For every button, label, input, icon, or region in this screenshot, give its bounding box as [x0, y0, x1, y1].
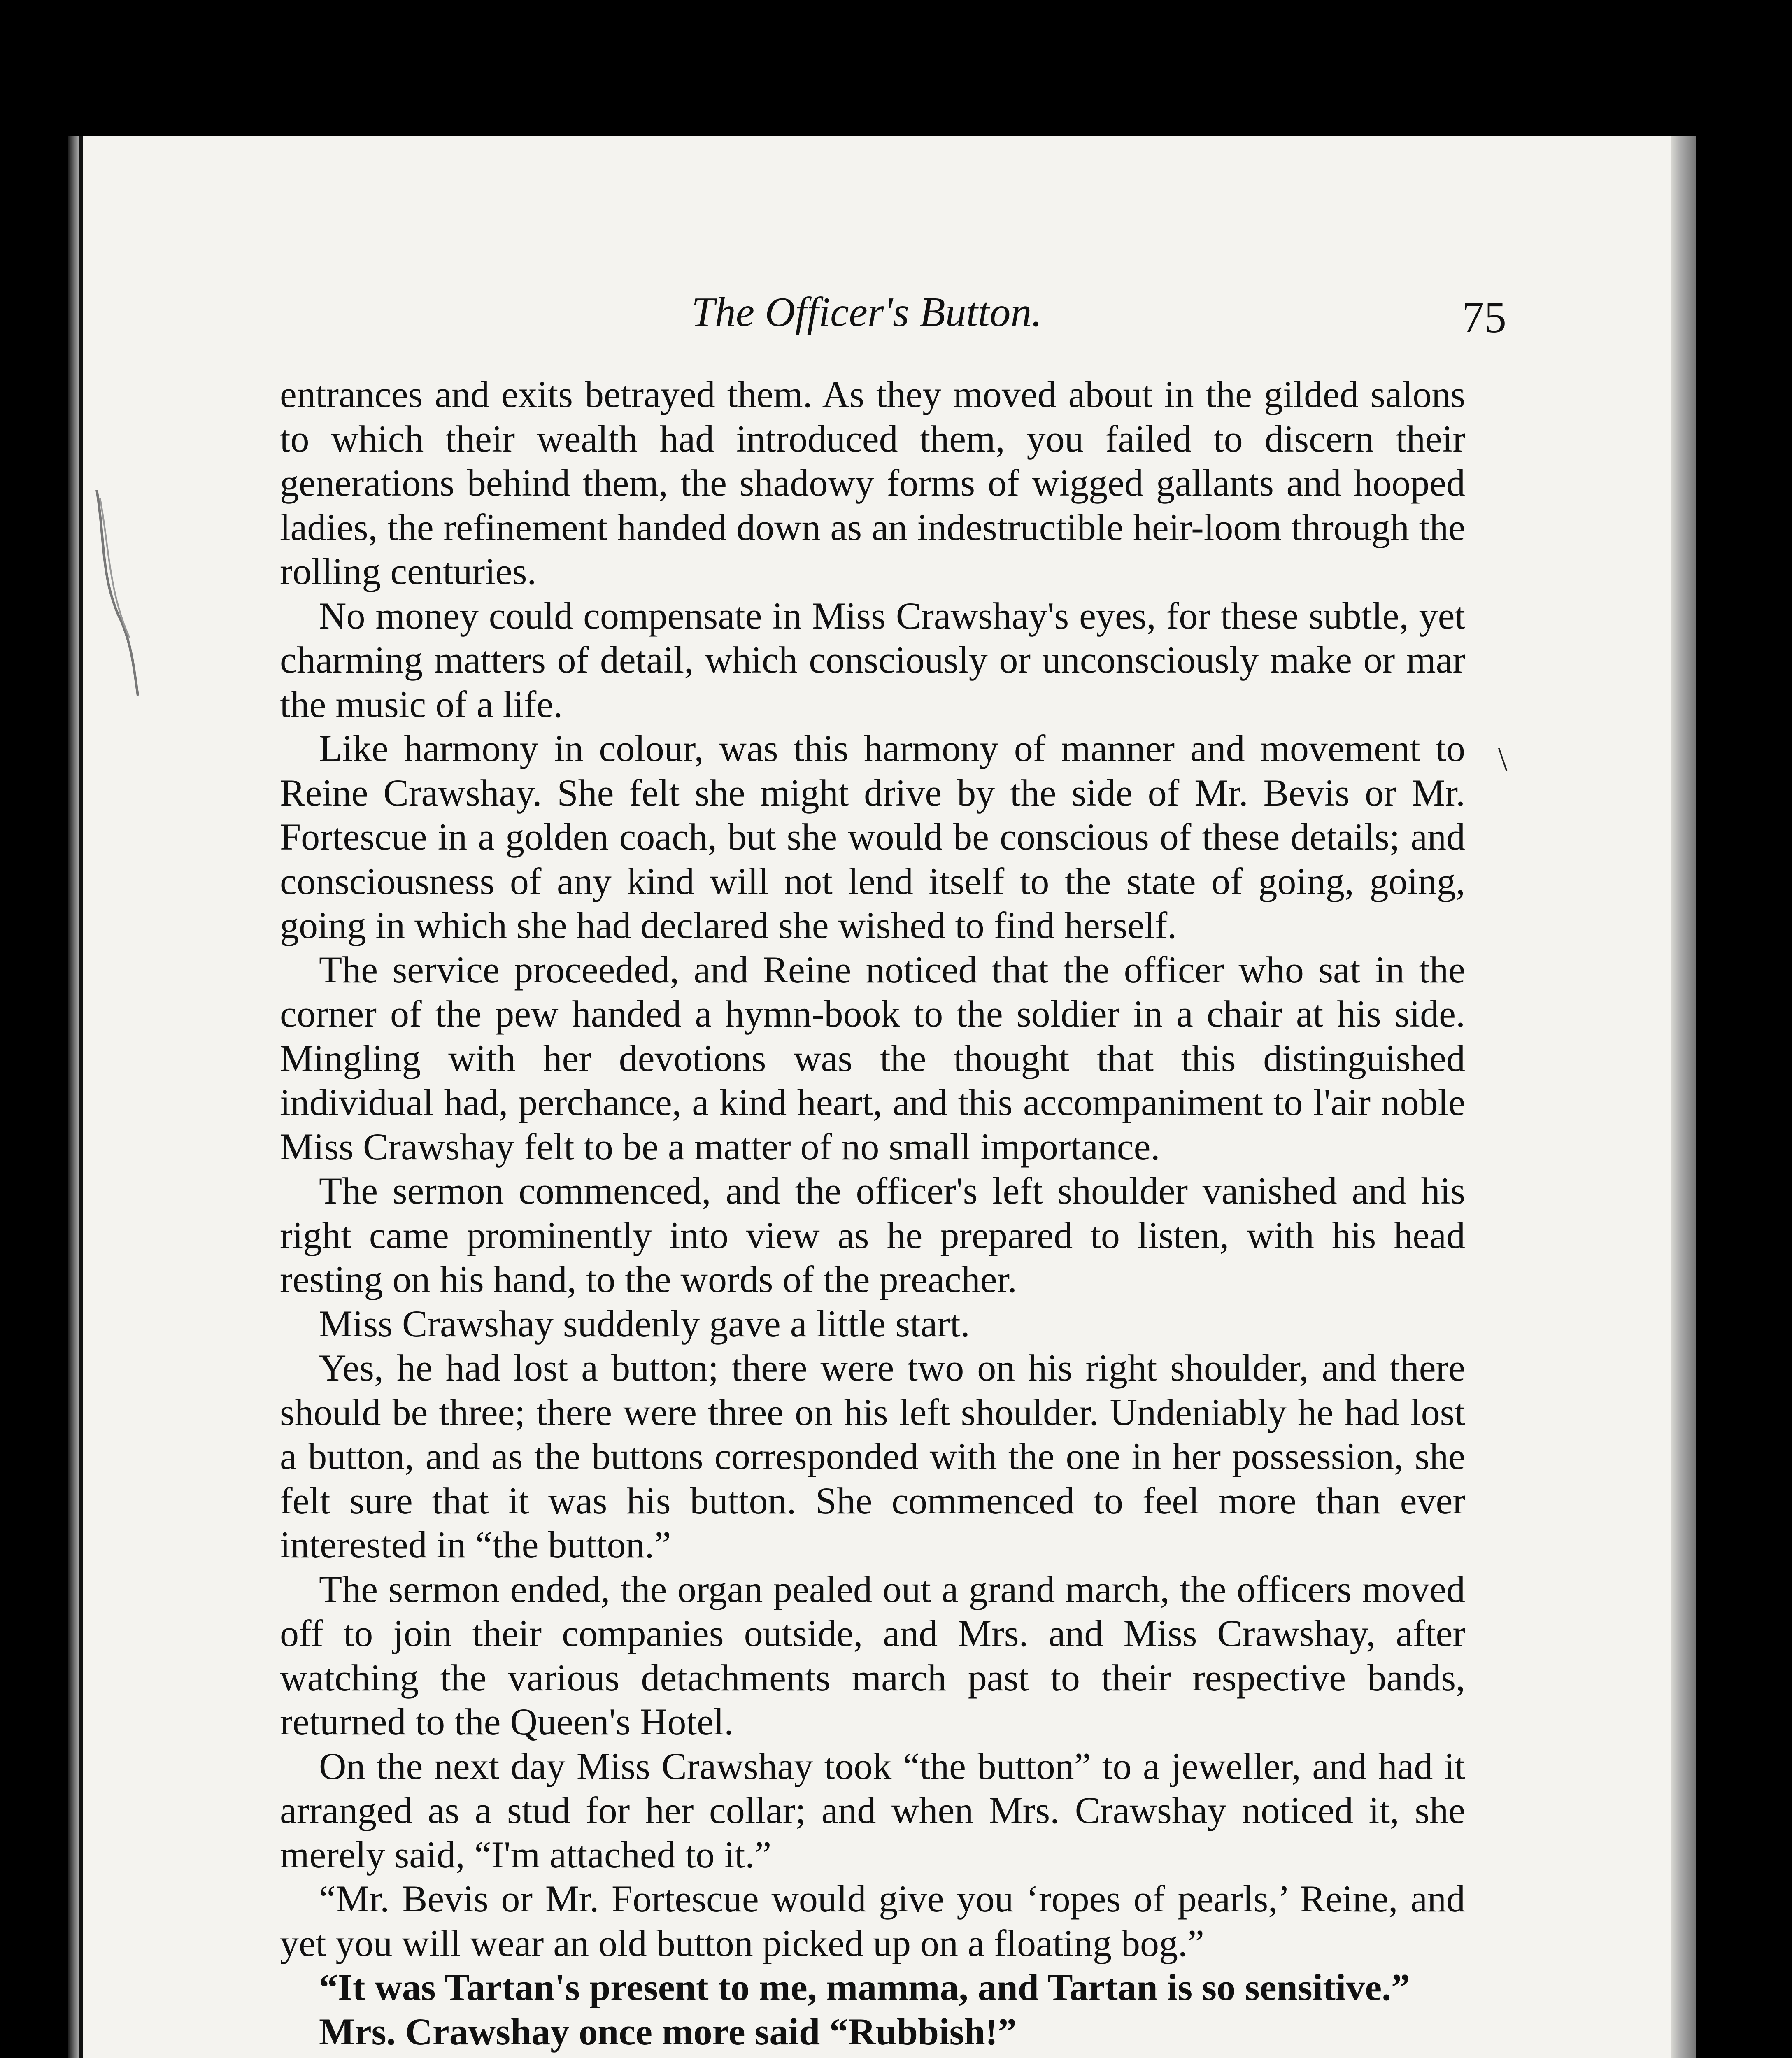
paragraph: Yes, he had lost a button; there were two on his right shoulder, and there should be three; there were three on his left shoulder. Undeniably he had lost a button, and as the buttons corresponded with the one in her possession, she felt sure that it was his button. She commenced to feel more than ever interested in “the button.”: [280, 1347, 1465, 1566]
paragraph: Miss Crawshay suddenly gave a little start.: [319, 1302, 970, 1345]
body-text: [280, 372, 1465, 2058]
paragraph: The sermon commenced, and the officer's left shoulder vanished and his right came prominently into view as he prepared to listen, with his head resting on his hand, to the words of the preacher.: [280, 1170, 1465, 1300]
paragraph: The sermon ended, the organ pealed out a grand march, the officers moved off to join their companies outside, and Mrs. and Miss Crawshay, after watching the various detachments march past to their respective bands, returned to the Queen's Hotel.: [280, 1568, 1465, 1743]
paragraph: On the next day Miss Crawshay took “the button” to a jeweller, and had it arranged as a stud for her collar; and when Mrs. Crawshay noticed it, she merely said, “I'm attached to it.”: [280, 1745, 1465, 1876]
paragraph: No money could compensate in Miss Crawshay's eyes, for these subtle, yet charming matters of detail, which consciously or unconsciously make or mar the music of a life.: [280, 594, 1465, 725]
margin-mark: \: [1498, 741, 1508, 778]
paragraph: Mrs. Crawshay once more said “Rubbish!”: [319, 2010, 1017, 2053]
binding-thread: [93, 490, 142, 704]
spine-line: [79, 136, 83, 2058]
running-title: The Officer's Button.: [691, 289, 1042, 335]
page-header: [218, 288, 1506, 354]
paragraph: The service proceeded, and Reine noticed that the officer who sat in the corner of the pew handed a hymn-book to the soldier in a chair at his side. Mingling with her devotions was the thought that this distinguished individual had, perchance, a kind heart, and this accompaniment to l'air noble Miss Crawshay felt to be a matter of no small importance.: [280, 948, 1465, 1168]
gutter-shadow: [68, 136, 80, 2058]
page-edge: [1671, 136, 1696, 2058]
page-number: 75: [1462, 293, 1506, 342]
paragraph: entrances and exits betrayed them. As they moved about in the gilded salons to which their wealth had introduced them, you failed to discern their generations behind them, the shadowy forms of wigged gallants and hooped ladies, the refinement handed down as an indestructible heir-loom through the rolling centuries.: [280, 373, 1465, 592]
paragraph: “It was Tartan's present to me, mamma, and Tartan is so sensitive.”: [319, 1966, 1410, 2008]
paragraph: Like harmony in colour, was this harmony of manner and movement to Reine Crawshay. She felt she might drive by the side of Mr. Bevis or Mr. Fortescue in a golden coach, but she would be conscious of these details; and consciousness of any kind will not lend itself to the state of going, going, going in which she had declared she wished to find herself.: [280, 727, 1465, 946]
paragraph: “Mr. Bevis or Mr. Fortescue would give you ‘ropes of pearls,’ Reine, and yet you will wear an old button picked up on a floating bog.”: [280, 1878, 1465, 1964]
